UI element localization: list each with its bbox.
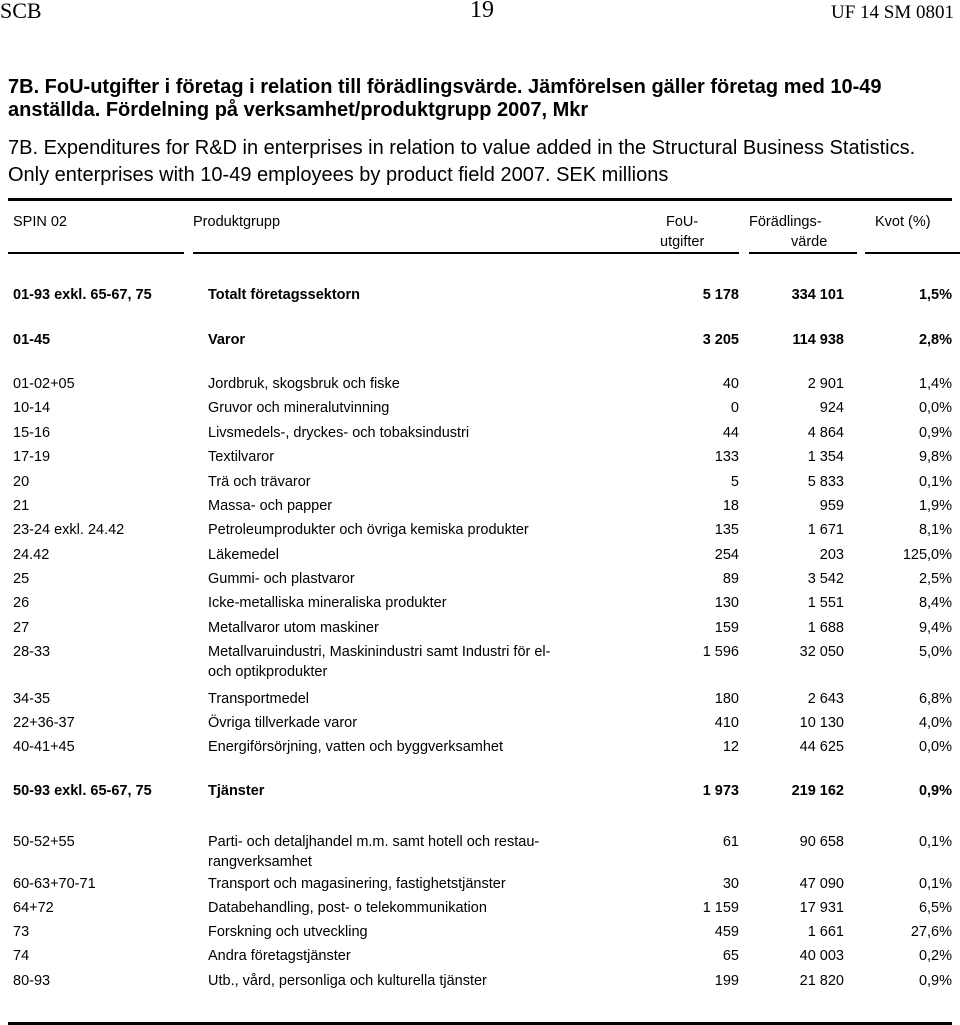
table-row (0, 593, 960, 613)
column-header-rd-expenditure-line2: utgifter (660, 234, 705, 250)
row-spin-code: 50-93 exkl. 65-67, 75 (13, 783, 152, 799)
table-title-english: 7B. Expenditures for R&D in enterprises in relation to value added in the Structural Business Statistics. Only enterprises with 10-49 employees by product field 2007. SEK millions (8, 137, 916, 186)
row-value-added: 2 643 (807, 691, 844, 707)
row-value-added: 1 688 (807, 620, 844, 636)
row-spin-code: 60-63+70-71 (13, 876, 96, 892)
row-ratio: 1,5% (918, 287, 952, 303)
row-value-added: 959 (819, 498, 844, 514)
row-product-group: Transport och magasinering, fastighetstjänster (208, 876, 506, 892)
row-rd-expenditure: 44 (722, 425, 739, 441)
row-product-group: Andra företagstjänster (208, 948, 351, 964)
row-value-added: 1 354 (807, 449, 844, 465)
row-rd-expenditure: 254 (714, 547, 739, 563)
row-product-group: Totalt företagssektorn (208, 287, 361, 303)
row-product-group: Trä och trävaror (208, 474, 311, 490)
row-ratio: 4,0% (918, 715, 952, 731)
table-row (0, 922, 960, 942)
row-spin-code: 21 (13, 498, 30, 514)
row-ratio: 0,2% (918, 948, 952, 964)
header-rule-ratio (865, 252, 960, 254)
row-rd-expenditure: 1 973 (702, 783, 739, 799)
row-product-group: Läkemedel (208, 547, 279, 563)
row-rd-expenditure: 133 (714, 449, 739, 465)
row-product-group: Energiförsörjning, vatten och byggverksamhet (208, 739, 503, 755)
row-spin-code: 40-41+45 (13, 739, 75, 755)
row-value-added: 334 101 (791, 287, 844, 303)
header-rule-product-group (193, 252, 739, 254)
row-ratio: 0,1% (918, 876, 952, 892)
row-ratio: 125,0% (902, 547, 952, 563)
row-product-group: Jordbruk, skogsbruk och fiske (208, 376, 400, 392)
table-row (0, 781, 960, 801)
row-value-added: 90 658 (799, 834, 844, 850)
row-value-added: 17 931 (799, 900, 844, 916)
header-rule-spin (8, 252, 184, 254)
table-row (0, 545, 960, 565)
row-spin-code: 17-19 (13, 449, 51, 465)
row-spin-code: 73 (13, 924, 30, 940)
column-header-rd-expenditure (660, 212, 746, 252)
row-product-group: Forskning och utveckling (208, 924, 368, 940)
row-rd-expenditure: 3 205 (702, 332, 739, 348)
row-product-group-continuation: rangverksamhet (208, 854, 312, 870)
row-ratio: 6,5% (918, 900, 952, 916)
table-row (0, 898, 960, 918)
column-header-product-group: Produktgrupp (193, 214, 281, 230)
column-header-value-added (749, 212, 849, 252)
table-row (0, 713, 960, 733)
row-value-added: 32 050 (799, 644, 844, 660)
page-header-agency: SCB (0, 0, 42, 23)
row-value-added: 2 901 (807, 376, 844, 392)
row-ratio: 0,1% (918, 834, 952, 850)
row-rd-expenditure: 65 (722, 948, 739, 964)
table-row (0, 398, 960, 418)
row-product-group: Gummi- och plastvaror (208, 571, 355, 587)
row-spin-code: 27 (13, 620, 30, 636)
column-header-value-added-line1: Förädlings- (749, 214, 822, 230)
row-product-group: Utb., vård, personliga och kulturella tjänster (208, 973, 487, 989)
row-product-group: Övriga tillverkade varor (208, 715, 358, 731)
table-row (0, 874, 960, 894)
table-row (0, 330, 960, 350)
table-row (0, 618, 960, 638)
row-ratio: 8,4% (918, 595, 952, 611)
row-value-added: 219 162 (791, 783, 844, 799)
table-row (0, 374, 960, 394)
row-spin-code: 20 (13, 474, 30, 490)
row-spin-code: 64+72 (13, 900, 54, 916)
table-row (0, 971, 960, 991)
row-rd-expenditure: 18 (722, 498, 739, 514)
row-product-group: Databehandling, post- o telekommunikation (208, 900, 487, 916)
header-rule-value-added (749, 252, 857, 254)
row-spin-code: 24.42 (13, 547, 50, 563)
row-product-group: Gruvor och mineralutvinning (208, 400, 390, 416)
row-rd-expenditure: 410 (714, 715, 739, 731)
row-product-group: Metallvaror utom maskiner (208, 620, 379, 636)
row-value-added: 1 671 (807, 522, 844, 538)
row-rd-expenditure: 5 178 (702, 287, 739, 303)
row-rd-expenditure: 199 (714, 973, 739, 989)
row-ratio: 0,0% (918, 400, 952, 416)
row-product-group: Transportmedel (208, 691, 310, 707)
row-rd-expenditure: 40 (722, 376, 739, 392)
row-product-group: Petroleumprodukter och övriga kemiska produkter (208, 522, 529, 538)
row-ratio: 2,5% (918, 571, 952, 587)
row-ratio: 0,0% (918, 739, 952, 755)
row-spin-code: 01-45 (13, 332, 51, 348)
column-header-rd-expenditure-line1: FoU- (666, 214, 699, 230)
table-row (0, 496, 960, 516)
row-spin-code: 01-02+05 (13, 376, 75, 392)
row-spin-code: 34-35 (13, 691, 51, 707)
row-value-added: 5 833 (807, 474, 844, 490)
row-rd-expenditure: 180 (714, 691, 739, 707)
row-rd-expenditure: 135 (714, 522, 739, 538)
row-spin-code: 15-16 (13, 425, 51, 441)
row-spin-code: 22+36-37 (13, 715, 75, 731)
row-product-group: Metallvaruindustri, Maskinindustri samt Industri för el- (208, 644, 551, 660)
table-row (0, 520, 960, 540)
table-row (0, 285, 960, 305)
row-rd-expenditure: 0 (730, 400, 739, 416)
row-ratio: 9,4% (918, 620, 952, 636)
table-row (0, 737, 960, 757)
row-value-added: 1 661 (807, 924, 844, 940)
row-value-added: 924 (819, 400, 844, 416)
row-rd-expenditure: 89 (722, 571, 739, 587)
row-spin-code: 01-93 exkl. 65-67, 75 (13, 287, 152, 303)
table-top-rule (8, 198, 952, 201)
row-rd-expenditure: 30 (722, 876, 739, 892)
row-value-added: 1 551 (807, 595, 844, 611)
row-ratio: 9,8% (918, 449, 952, 465)
row-spin-code: 26 (13, 595, 30, 611)
row-ratio: 8,1% (918, 522, 952, 538)
row-value-added: 21 820 (799, 973, 844, 989)
table-row (0, 569, 960, 589)
table-row (0, 447, 960, 467)
table-row (0, 946, 960, 966)
row-ratio: 0,9% (918, 783, 952, 799)
row-spin-code: 23-24 exkl. 24.42 (13, 522, 125, 538)
row-ratio: 1,9% (918, 498, 952, 514)
row-spin-code: 25 (13, 571, 30, 587)
row-ratio: 0,1% (918, 474, 952, 490)
row-rd-expenditure: 1 596 (702, 644, 739, 660)
row-rd-expenditure: 61 (722, 834, 739, 850)
row-value-added: 44 625 (799, 739, 844, 755)
row-value-added: 40 003 (799, 948, 844, 964)
row-value-added: 4 864 (807, 425, 844, 441)
row-product-group: Varor (208, 332, 246, 348)
table-row (0, 832, 960, 870)
row-ratio: 6,8% (918, 691, 952, 707)
row-value-added: 10 130 (799, 715, 844, 731)
row-product-group: Icke-metalliska mineraliska produkter (208, 595, 447, 611)
page-header-report-id: UF 14 SM 0801 (831, 2, 954, 23)
column-header-ratio: Kvot (%) (875, 214, 931, 230)
row-value-added: 3 542 (807, 571, 844, 587)
row-product-group: Tjänster (208, 783, 265, 799)
row-product-group: Massa- och papper (208, 498, 333, 514)
row-ratio: 1,4% (918, 376, 952, 392)
table-row (0, 689, 960, 709)
row-rd-expenditure: 159 (714, 620, 739, 636)
row-value-added: 47 090 (799, 876, 844, 892)
row-ratio: 2,8% (918, 332, 952, 348)
row-ratio: 5,0% (918, 644, 952, 660)
table-row (0, 423, 960, 443)
row-rd-expenditure: 1 159 (702, 900, 739, 916)
row-spin-code: 10-14 (13, 400, 51, 416)
row-spin-code: 50-52+55 (13, 834, 75, 850)
row-ratio: 0,9% (918, 425, 952, 441)
row-rd-expenditure: 12 (722, 739, 739, 755)
row-spin-code: 28-33 (13, 644, 51, 660)
row-rd-expenditure: 130 (714, 595, 739, 611)
row-rd-expenditure: 5 (730, 474, 739, 490)
row-value-added: 114 938 (792, 332, 844, 348)
row-rd-expenditure: 459 (714, 924, 739, 940)
row-product-group: Livsmedels-, dryckes- och tobaksindustri (208, 425, 470, 441)
column-header-spin: SPIN 02 (13, 214, 67, 230)
row-spin-code: 74 (13, 948, 30, 964)
row-value-added: 203 (819, 547, 844, 563)
row-ratio: 0,9% (918, 973, 952, 989)
column-header-value-added-line2: värde (791, 234, 828, 250)
page-number: 19 (470, 0, 494, 23)
row-product-group: Textilvaror (208, 449, 275, 465)
row-product-group-continuation: och optikprodukter (208, 664, 328, 680)
table-title-swedish: 7B. FoU-utgifter i företag i relation till förädlingsvärde. Jämförelsen gäller företag med 10-49 anställda. Fördelning på verksamhet/produktgrupp 2007, Mkr (8, 76, 882, 121)
table-row (0, 472, 960, 492)
row-spin-code: 80-93 (13, 973, 51, 989)
row-ratio: 27,6% (910, 924, 952, 940)
table-row (0, 642, 960, 680)
row-product-group: Parti- och detaljhandel m.m. samt hotell och restau- (208, 834, 540, 850)
